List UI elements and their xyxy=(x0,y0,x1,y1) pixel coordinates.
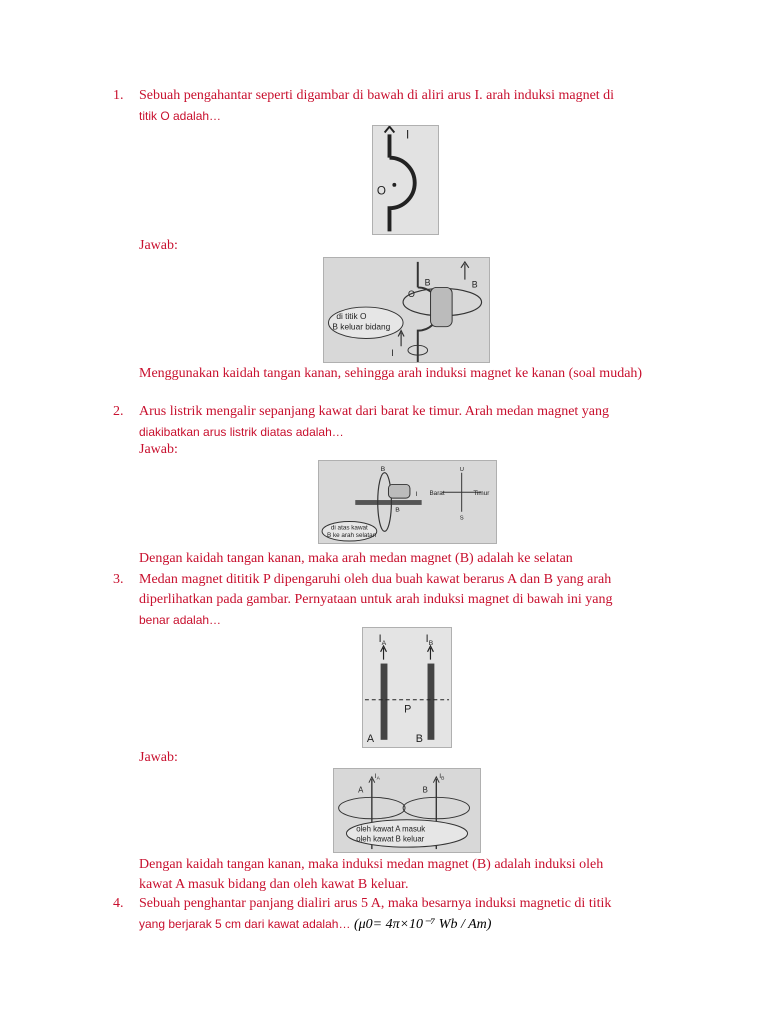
permeability-formula: (μ0= 4π×10⁻⁷ Wb / Am) xyxy=(353,917,492,932)
answer-label: Jawab: xyxy=(139,238,178,253)
svg-text:IB xyxy=(426,633,434,647)
label-b: B xyxy=(424,277,431,288)
figure-right-hand-rule-2 xyxy=(318,460,497,544)
question-line: benar adalah… xyxy=(139,613,222,627)
label-ia-subscript: A xyxy=(376,776,380,782)
question-line: Sebuah pengahantar seperti digambar di bawah di aliri arus I. arah induksi magnet di xyxy=(139,88,615,103)
answer-line: kawat A masuk bidang dan oleh kawat B keluar. xyxy=(139,877,409,892)
figure-two-wires xyxy=(362,627,452,748)
label-ib-subscript: B xyxy=(441,776,445,782)
label-i: I xyxy=(391,348,394,359)
label-b: B xyxy=(415,732,423,745)
note-line: di titik O xyxy=(336,310,367,321)
svg-text:IB xyxy=(439,773,444,782)
answer-label: Jawab: xyxy=(139,442,178,457)
label-ia-subscript: A xyxy=(381,639,387,647)
label-b: B xyxy=(422,785,428,795)
question-line: Arus listrik mengalir sepanjang kawat dari barat ke timur. Arah medan magnet yang xyxy=(139,404,610,419)
label-ib-subscript: B xyxy=(428,639,434,647)
answer-text: Menggunakan kaidah tangan kanan, sehingga arah induksi magnet ke kanan (soal mudah) xyxy=(139,366,643,381)
current-label: I xyxy=(405,128,410,142)
label-ia: I xyxy=(378,633,382,646)
question-text xyxy=(139,86,675,126)
label-b: B xyxy=(380,465,386,473)
note-line: di atas kawat xyxy=(330,524,368,532)
question-number: 3. xyxy=(113,572,124,587)
answer-text: Dengan kaidah tangan kanan, maka arah medan magnet (B) adalah ke selatan xyxy=(139,551,573,566)
question-line: yang berjarak 5 cm dari kawat adalah… xyxy=(139,917,351,931)
label-u: U xyxy=(459,466,464,473)
question-line: diperlihatkan pada gambar. Pernyataan untuk arah induksi magnet di bawah ini yang xyxy=(139,592,613,607)
label-a: A xyxy=(358,785,364,795)
question-number: 1. xyxy=(113,88,124,103)
answer-label: Jawab: xyxy=(139,750,178,765)
note-line: B ke arah selatan xyxy=(326,532,377,540)
label-b: B xyxy=(471,279,478,290)
question-text xyxy=(139,894,675,935)
label-timur: Timur xyxy=(473,490,490,498)
question-line: Sebuah penghantar panjang dialiri arus 5 A, maka besarnya induksi magnetic di titik xyxy=(139,896,612,911)
question-line: Medan magnet dititik P dipengaruhi oleh dua buah kawat berarus A dan B yang arah xyxy=(139,572,612,587)
label-s: S xyxy=(459,515,464,522)
figure-semicircle-conductor xyxy=(372,125,439,235)
svg-text:IA xyxy=(375,773,381,782)
question-text xyxy=(139,570,675,630)
label-ib: I xyxy=(425,633,429,646)
note-line: oleh kawat B keluar xyxy=(356,834,425,844)
label-barat: Barat xyxy=(429,490,445,498)
svg-text:IA xyxy=(379,633,387,647)
figure-right-hand-rule-3 xyxy=(333,768,481,853)
label-b: B xyxy=(395,506,400,514)
point-o-label: O xyxy=(376,184,386,198)
question-number: 4. xyxy=(113,896,124,911)
label-i: I xyxy=(415,491,418,499)
answer-line: Dengan kaidah tangan kanan, maka induksi medan magnet (B) adalah induksi oleh xyxy=(139,857,604,872)
note-line: B keluar bidang xyxy=(332,321,391,332)
label-ia: I xyxy=(374,772,377,780)
question-text xyxy=(139,402,675,442)
question-line: diakibatkan arus listrik diatas adalah… xyxy=(139,425,344,439)
label-a: A xyxy=(366,732,375,745)
label-p: P xyxy=(404,703,412,716)
note-line: oleh kawat A masuk xyxy=(356,824,426,834)
question-number: 2. xyxy=(113,404,124,419)
label-o: O xyxy=(407,289,415,300)
answer-text xyxy=(139,855,675,895)
question-line: titik O adalah… xyxy=(139,109,222,123)
label-ib: I xyxy=(439,772,442,780)
figure-right-hand-rule-1 xyxy=(323,257,490,363)
